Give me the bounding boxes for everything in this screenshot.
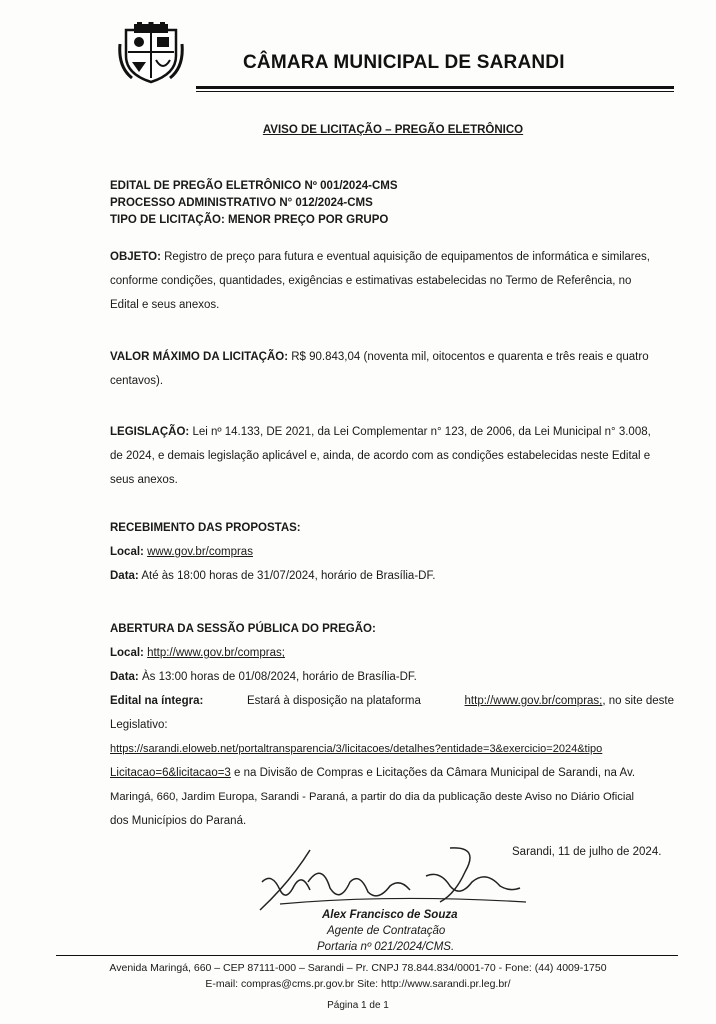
local-label: Local: [110,546,144,558]
header-divider-thin [196,91,674,92]
abertura-section [110,617,674,833]
recebimento-section [110,516,674,588]
legislacao-text: de 2024, e demais legislação aplicável e, ainda, de acordo com as condições estabelecidas neste Edital e [110,450,651,462]
edital-link[interactable]: http://www.gov.br/compras; [464,695,603,707]
notice-title: AVISO DE LICITAÇÃO – PREGÃO ELETRÔNICO [262,124,524,136]
legislacao-text: seus anexos. [110,474,178,486]
transparencia-url[interactable]: Licitacao=6&licitacao=3 [110,767,231,779]
footer-divider [56,955,678,956]
objeto-paragraph [110,245,674,317]
signatory-portaria: Portaria nº 021/2024/CMS. [317,941,455,953]
date-place: Sarandi, 11 de julho de 2024. [512,846,662,858]
edital-text: dos Municípios do Paraná. [110,815,247,827]
valor-paragraph [110,345,674,393]
edital-integra-label: Edital na íntegra: [110,695,204,707]
footer-contact: E-mail: compras@cms.pr.gov.br Site: http://www.sarandi.pr.leg.br/ [205,978,511,990]
header-divider [196,86,674,89]
valor-text: R$ 90.843,04 (noventa mil, oitocentos e quarenta e três reais e quatro [291,351,649,363]
abertura-heading: ABERTURA DA SESSÃO PÚBLICA DO PREGÃO: [110,623,376,635]
valor-label: VALOR MÁXIMO DA LICITAÇÃO: [110,351,289,363]
page-number: Página 1 de 1 [327,1000,389,1011]
recebimento-date: Até às 18:00 horas de 31/07/2024, horário de Brasília-DF. [141,570,436,582]
recebimento-link[interactable]: www.gov.br/compras [147,546,253,558]
legislacao-text: Lei nº 14.133, DE 2021, da Lei Complementar n° 123, de 2006, da Lei Municipal n° 3.008, [192,426,651,438]
signatory-role: Agente de Contratação [327,925,446,937]
processo-number: PROCESSO ADMINISTRATIVO N° 012/2024-CMS [110,197,373,209]
edital-text: Legislativo: [110,719,168,731]
signatory-name: Alex Francisco de Souza [322,909,458,921]
local-label: Local: [110,647,144,659]
transparencia-url[interactable]: https://sarandi.eloweb.net/portaltransparencia/3/licitacoes/detalhes?entidade=3&exercicio=2024&tipo [110,743,603,755]
edital-text: e na Divisão de Compras e Licitações da Câmara Municipal de Sarandi, na Av. [230,767,636,779]
edital-text: Maringá, 660, Jardim Europa, Sarandi - Paraná, a partir do dia da publicação deste Aviso no Diário Oficial [110,791,635,803]
edital-text: Estará à disposição na plataforma [246,695,421,707]
edital-number: EDITAL DE PREGÃO ELETRÔNICO Nº 001/2024-CMS [110,180,398,192]
recebimento-heading: RECEBIMENTO DAS PROPOSTAS: [110,522,301,534]
identifiers-block [110,178,674,229]
objeto-text: Registro de preço para futura e eventual aquisição de equipamentos de informática e similares, [164,251,650,263]
data-label: Data: [110,671,139,683]
valor-text: centavos). [110,375,164,387]
objeto-text: Edital e seus anexos. [110,299,220,311]
legislacao-label: LEGISLAÇÃO: [110,426,190,438]
abertura-date: Às 13:00 horas de 01/08/2024, horário de Brasília-DF. [141,671,417,683]
municipal-crest-icon [118,22,184,84]
abertura-link[interactable]: http://www.gov.br/compras; [147,647,285,659]
legislacao-paragraph [110,420,674,492]
data-label: Data: [110,570,139,582]
org-title: CÂMARA MUNICIPAL DE SARANDI [243,52,565,73]
licitacao-type: TIPO DE LICITAÇÃO: MENOR PREÇO POR GRUPO [110,214,389,226]
objeto-label: OBJETO: [110,251,161,263]
footer-address: Avenida Maringá, 660 – CEP 87111-000 – Sarandi – Pr. CNPJ 78.844.834/0001-70 - Fone: (44) 4009-1750 [109,962,607,974]
edital-text: , no site deste [602,695,674,707]
objeto-text: conforme condições, quantidades, exigências e estimativas estabelecidas no Termo de Referência, no [110,275,632,287]
